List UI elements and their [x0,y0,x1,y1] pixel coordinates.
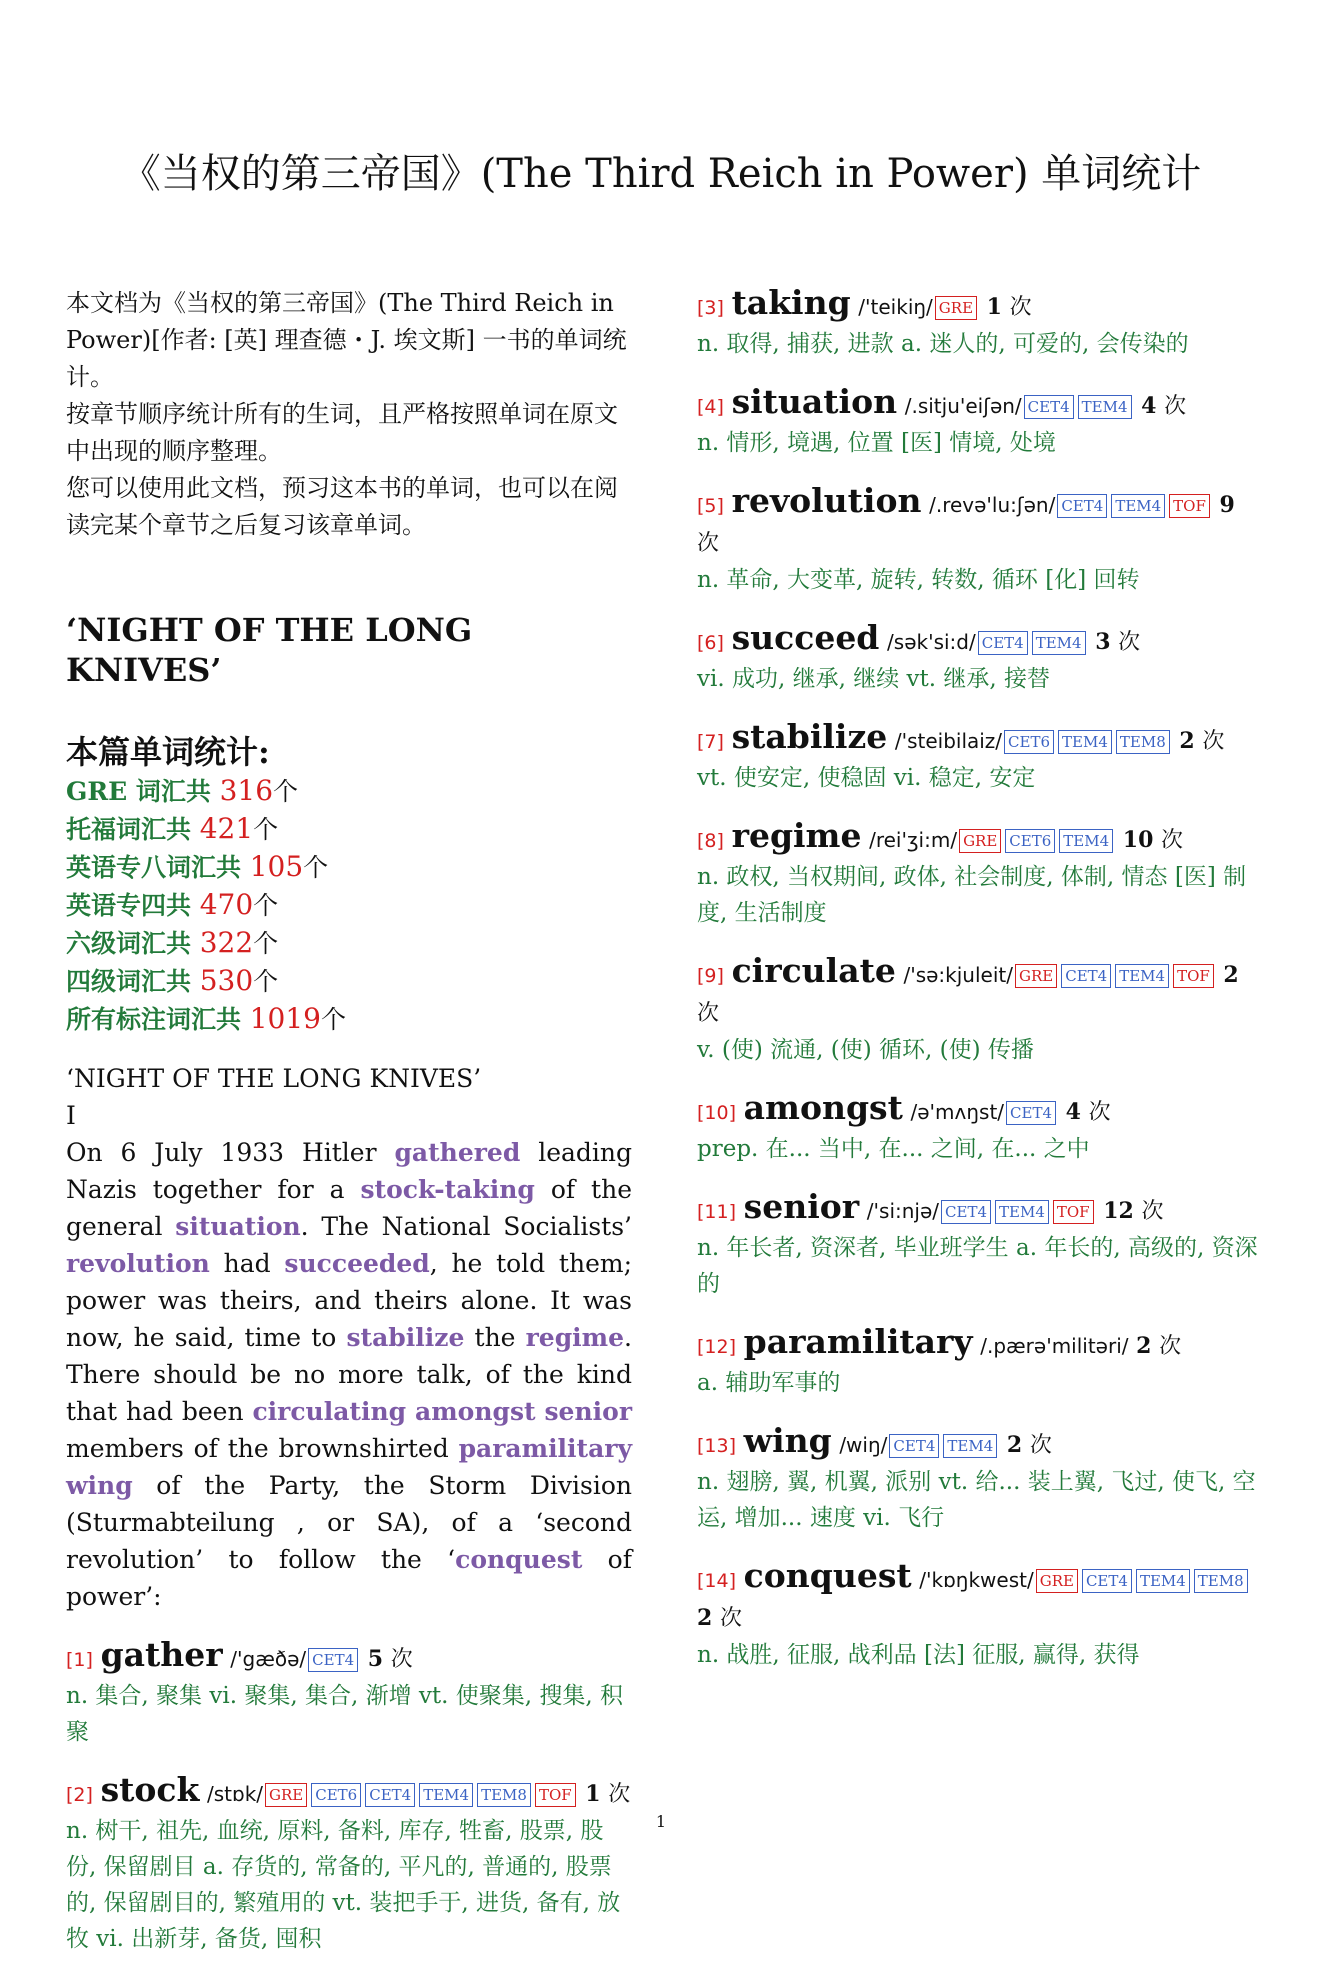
vocab-pronunciation: /'teikiŋ/ [858,295,933,319]
vocab-index: [11] [697,1201,737,1223]
vocab-count: 12 [1103,1198,1134,1224]
vocab-count-unit: 次 [719,1606,742,1631]
stats-list [66,772,632,1038]
vocab-level-tag: TEM4 [1058,730,1112,754]
vocab-pronunciation: /'steibilaiz/ [894,729,1003,753]
vocab-entry [697,285,1263,362]
vocab-level-tag: CET6 [1005,829,1055,853]
vocab-entry [697,1090,1263,1167]
page-title: 《当权的第三帝国》(The Third Reich in Power) 单词统计 [120,151,1202,197]
vocab-entry [697,1558,1263,1673]
left-column [66,285,632,1979]
vocab-level-tag: CET4 [1057,494,1107,518]
stat-tem8 [66,848,632,886]
vocab-count-unit: 次 [1009,295,1032,320]
vocab-entry-head [697,1558,1263,1637]
vocab-entry [697,953,1263,1068]
vocab-definition: vt. 使安定, 使稳固 vi. 稳定, 安定 [697,765,1036,791]
vocab-entry [697,1189,1263,1302]
vocab-level-tag: TEM4 [419,1783,473,1807]
vocab-count: 2 [1223,962,1239,988]
stat-suffix: 个 [253,815,279,844]
vocab-count-unit: 次 [1159,1334,1182,1359]
vocab-level-tag: CET4 [1006,1101,1056,1125]
vocab-entry-head [697,1090,1263,1131]
vocab-level-tag: CET4 [308,1648,358,1672]
stat-tem4 [66,886,632,924]
vocab-level-tag: GRE [959,829,1001,853]
stat-cet4 [66,962,632,1000]
vocab-index: [7] [697,731,724,753]
vocab-level-tag: CET4 [365,1783,415,1807]
stat-value: 322 [199,926,254,959]
vocab-entry [697,620,1263,697]
vocab-count-unit: 次 [697,1001,720,1026]
text-run: leading Nazis together for a [66,1138,633,1204]
vocab-pronunciation: /.sitju'eiʃən/ [904,394,1022,418]
vocab-count: 4 [1141,393,1157,419]
section-title: ‘NIGHT OF THE LONG KNIVES’ [66,611,473,689]
vocab-entry-head [697,285,1263,326]
stat-value: 105 [249,850,304,883]
stat-suffix: 个 [303,853,329,882]
stat-suffix: 个 [320,1005,346,1034]
text-run: of power’: [66,1545,632,1611]
stat-suffix: 个 [253,929,279,958]
vocab-word: stabilize [731,717,888,756]
vocab-level-tag: TEM4 [995,1200,1049,1224]
vocab-entry [697,818,1263,931]
vocab-definition: vi. 成功, 继承, 继续 vt. 继承, 接替 [697,666,1051,692]
vocab-word: succeed [731,618,880,657]
vocab-pronunciation: /'si:njə/ [866,1199,940,1223]
vocab-count-unit: 次 [1118,630,1141,655]
vocab-count: 4 [1065,1099,1081,1125]
vocab-level-tag: TEM4 [1059,829,1113,853]
vocab-entry [697,1324,1263,1401]
vocab-index: [1] [66,1649,93,1671]
stat-label: 英语专八词汇共 [66,853,250,882]
vocab-count: 2 [1136,1333,1152,1359]
vocab-level-tag: CET4 [889,1434,939,1458]
vocab-definition: n. 树干, 祖先, 血统, 原料, 备料, 库存, 牲畜, 股票, 股份, 保留剧目 a. 存货的, 常备的, 平凡的, 普通的, 股票的, 保留剧目的, 繁殖用的 vt. 装把手于, 进货, 备有, 放牧 vi. 出新芽, 备货, 囤积 [66,1818,621,1952]
vocab-pronunciation: /'sə:kjuleit/ [903,963,1013,987]
vocab-count: 5 [367,1646,384,1672]
stat-toefl [66,810,632,848]
vocab-word: taking [731,283,851,322]
vocab-pronunciation: /stɒk/ [207,1782,264,1806]
stat-label: GRE 词汇共 [66,777,220,806]
vocab-level-tag: TEM4 [1111,494,1165,518]
text-run: of the general [66,1175,632,1241]
vocab-definition: n. 情形, 境遇, 位置 [医] 情境, 处境 [697,430,1056,456]
stat-gre [66,772,632,810]
vocab-entry-head [697,1324,1263,1365]
highlighted-word: situation [175,1212,301,1241]
vocab-count: 1 [986,294,1002,320]
vocab-word: circulate [731,951,896,990]
vocab-level-tag: TOF [1053,1200,1094,1224]
vocab-word: situation [731,382,898,421]
vocab-level-tag: TEM4 [1136,1569,1190,1593]
stat-label: 六级词汇共 [66,929,200,958]
vocab-entry-head [697,818,1263,859]
vocab-pronunciation: /rei'ʒi:m/ [869,828,958,852]
intro-paragraph: 您可以使用此文档，预习这本书的单词，也可以在阅读完某个章节之后复习该章单词。 [66,474,618,539]
vocab-entry [697,719,1263,796]
vocab-index: [4] [697,396,724,418]
vocab-index: [12] [697,1336,737,1358]
highlighted-word: stock-taking [360,1175,535,1204]
vocab-level-tag: TEM4 [943,1434,997,1458]
vocab-entry [697,1423,1263,1536]
vocab-definition: a. 辅助军事的 [697,1370,841,1396]
highlighted-word: amongst [415,1397,536,1426]
vocab-entry-head [697,1189,1263,1230]
text-run: . There should be no more talk, of the kind that had been [66,1323,632,1426]
text-run: . The National Socialists’ [300,1212,632,1241]
vocab-definition: n. 年长者, 资深者, 毕业班学生 a. 年长的, 高级的, 资深的 [697,1235,1258,1297]
vocab-entry [697,384,1263,461]
vocab-count-unit: 次 [1161,828,1184,853]
intro-paragraph: 按章节顺序统计所有的生词，且严格按照单词在原文中出现的顺序整理。 [66,400,618,465]
vocab-pronunciation: /.revə'lu:ʃən/ [929,493,1056,517]
vocab-word: stock [100,1770,200,1809]
stat-value: 530 [199,964,254,997]
vocab-level-tag: TEM4 [1115,964,1169,988]
vocab-index: [2] [66,1784,93,1806]
vocab-count: 3 [1095,629,1111,655]
intro [66,285,632,544]
vocab-definition: n. 政权, 当权期间, 政体, 社会制度, 体制, 情态 [医] 制度, 生活制度 [697,864,1247,926]
source-text [66,1060,632,1615]
vocab-level-tag: CET6 [311,1783,361,1807]
vocab-count-unit: 次 [608,1782,631,1807]
vocab-pronunciation: /sək'si:d/ [887,630,976,654]
text-run: On 6 July 1933 Hitler [66,1138,395,1167]
vocab-entry-head [697,719,1263,760]
stat-value: 421 [199,812,254,845]
text-run: had [209,1249,285,1278]
stat-total [66,1000,632,1038]
stat-label: 英语专四共 [66,891,200,920]
vocab-level-tag: TEM8 [1116,730,1170,754]
vocab-count-unit: 次 [1141,1199,1164,1224]
text-run: members of the brownshirted [66,1434,459,1463]
stat-value: 1019 [249,1002,321,1035]
page-number: 1 [655,1812,667,1831]
vocab-level-tag: TOF [1169,494,1210,518]
vocab-index: [10] [697,1102,737,1124]
vocab-index: [8] [697,830,724,852]
vocab-pronunciation: /'kɒŋkwest/ [919,1568,1034,1592]
vocab-count-unit: 次 [697,531,720,556]
text-paragraph [66,1134,632,1615]
highlighted-word: stabilize [346,1323,465,1352]
vocab-index: [14] [697,1570,737,1592]
vocab-entry [66,1772,632,1957]
vocab-count-unit: 次 [390,1647,413,1672]
vocab-word: conquest [743,1556,912,1595]
vocab-word: amongst [743,1088,903,1127]
vocab-level-tag: GRE [935,296,977,320]
vocab-count: 9 [1219,492,1235,518]
vocab-level-tag: CET4 [1061,964,1111,988]
vocab-level-tag: TEM4 [1032,631,1086,655]
intro-paragraph: 本文档为《当权的第三帝国》(The Third Reich in Power)[作者: [英] 理查德・J. 埃文斯] 一书的单词统计。 [66,289,627,391]
stat-cet6 [66,924,632,962]
vocab-index: [13] [697,1435,737,1457]
vocab-count-unit: 次 [1088,1100,1111,1125]
vocab-definition: n. 集合, 聚集 vi. 聚集, 集合, 渐增 vt. 使聚集, 搜集, 积聚 [66,1683,623,1745]
stat-value: 470 [199,888,254,921]
vocab-definition: n. 革命, 大变革, 旋转, 转数, 循环 [化] 回转 [697,567,1140,593]
vocab-index: [9] [697,965,724,987]
vocab-pronunciation: /wiŋ/ [839,1433,888,1457]
vocab-pronunciation: /'gæðə/ [230,1647,307,1671]
vocab-level-tag: TEM4 [1078,395,1132,419]
stat-suffix: 个 [273,777,299,806]
vocab-word: wing [743,1421,832,1460]
vocab-level-tag: CET4 [1082,1569,1132,1593]
stat-label: 所有标注词汇共 [66,1005,250,1034]
stats-heading: 本篇单词统计: [66,733,270,771]
highlighted-word: revolution [66,1249,210,1278]
vocab-entry-head [66,1772,632,1813]
highlighted-word: regime [525,1323,625,1352]
text-run: the [464,1323,526,1352]
vocab-pronunciation: /ə'mʌŋst/ [910,1100,1005,1124]
vocab-count-unit: 次 [1202,729,1225,754]
vocab-entry [66,1637,632,1750]
highlighted-word: conquest [455,1545,583,1574]
stat-suffix: 个 [253,967,279,996]
vocab-count: 1 [585,1781,601,1807]
stat-suffix: 个 [253,891,279,920]
vocab-level-tag: TOF [535,1783,576,1807]
text-heading: ‘NIGHT OF THE LONG KNIVES’ [66,1064,482,1093]
vocab-entry-head [66,1637,632,1678]
vocab-entry-head [697,620,1263,661]
vocab-entry-head [697,483,1263,562]
vocab-level-tag: CET4 [941,1200,991,1224]
vocab-count-unit: 次 [1164,394,1187,419]
highlighted-word: succeeded [284,1249,430,1278]
vocab-level-tag: GRE [1015,964,1057,988]
vocab-index: [6] [697,632,724,654]
vocab-level-tag: TEM8 [477,1783,531,1807]
right-column [697,285,1263,1695]
vocab-level-tag: GRE [265,1783,307,1807]
vocab-entry-head [697,953,1263,1032]
vocab-index: [5] [697,495,724,517]
vocab-word: gather [100,1635,223,1674]
vocab-word: senior [743,1187,860,1226]
text-run: of the Party, the Storm Division (Sturmabteilung , or SA), of a ‘second revolution’ to follow the ‘ [66,1471,632,1574]
highlighted-word: gathered [394,1138,521,1167]
highlighted-word: wing [66,1471,133,1500]
vocab-definition: v. (使) 流通, (使) 循环, (使) 传播 [697,1037,1034,1063]
vocab-list-right [697,285,1263,1673]
text-run: , he told them; power was theirs, and theirs alone. It was now, he said, time to [66,1249,633,1352]
vocab-pronunciation: /.pærə'militəri/ [980,1334,1129,1358]
vocab-count: 2 [1179,728,1195,754]
text-chapter: I [66,1101,76,1130]
vocab-entry-head [697,384,1263,425]
highlighted-word: circulating [252,1397,407,1426]
vocab-level-tag: GRE [1036,1569,1078,1593]
stat-value: 316 [219,774,274,807]
vocab-level-tag: TEM8 [1194,1569,1248,1593]
vocab-definition: prep. 在... 当中, 在... 之间, 在... 之中 [697,1136,1090,1162]
vocab-index: [3] [697,297,724,319]
text-run [406,1397,415,1426]
vocab-list-left [66,1637,632,1957]
vocab-definition: n. 战胜, 征服, 战利品 [法] 征服, 赢得, 获得 [697,1642,1140,1668]
vocab-count: 10 [1122,827,1154,853]
vocab-level-tag: CET6 [1004,730,1054,754]
vocab-level-tag: CET4 [978,631,1028,655]
vocab-definition: n. 取得, 捕获, 进款 a. 迷人的, 可爱的, 会传染的 [697,331,1189,357]
vocab-level-tag: CET4 [1024,395,1074,419]
vocab-level-tag: TOF [1173,964,1214,988]
vocab-word: paramilitary [743,1322,973,1361]
highlighted-word: senior [544,1397,632,1426]
vocab-count-unit: 次 [1029,1433,1052,1458]
vocab-entry [697,483,1263,598]
vocab-count: 2 [697,1605,713,1631]
vocab-entry-head [697,1423,1263,1464]
vocab-word: revolution [731,481,922,520]
vocab-definition: n. 翅膀, 翼, 机翼, 派别 vt. 给... 装上翼, 飞过, 使飞, 空运, 增加... 速度 vi. 飞行 [697,1469,1256,1531]
stat-label: 托福词汇共 [66,815,200,844]
highlighted-word: paramilitary [458,1434,632,1463]
vocab-count: 2 [1006,1432,1023,1458]
vocab-word: regime [731,816,862,855]
stat-label: 四级词汇共 [66,967,200,996]
